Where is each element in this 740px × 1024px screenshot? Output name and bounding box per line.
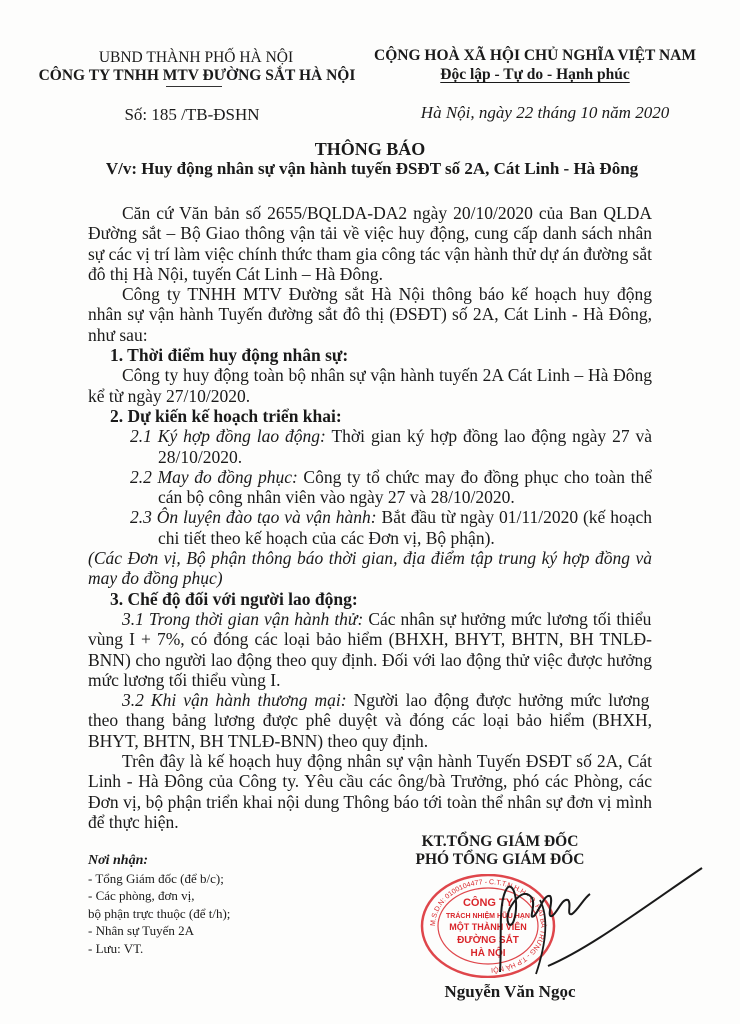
signer-title-1: KT.TỔNG GIÁM ĐỐC — [421, 833, 579, 850]
recipient-item: - Tổng Giám đốc (để b/c); — [88, 870, 224, 886]
line-text: 3. Chế độ đối với người lao động: — [110, 588, 358, 609]
body-line — [88, 792, 652, 812]
body-line — [88, 244, 652, 264]
section-heading — [88, 345, 652, 365]
handwritten-signature — [440, 860, 720, 978]
stamp-ring-text: M.S.D.N: 0100104477 - C.T.T.N.H.H - Q. HAI BÀ TRƯNG - T.P HÀ NỘI — [429, 878, 547, 973]
body-line — [88, 447, 652, 467]
line-text: vùng I + 7%, có đóng các loại bảo hiểm (BHXH, BHYT, BHTN, BH TNLĐ- — [88, 629, 652, 650]
body-line — [88, 325, 652, 345]
line-text: Đường sắt – Bộ Giao thông vận tải về việc huy động, cung cấp danh sách nhân — [88, 223, 652, 244]
line-text: kể từ ngày 27/10/2020. — [88, 385, 251, 406]
line-text: cán bộ công nhân viên vào ngày 27 và 28/10/2020. — [158, 487, 515, 508]
section-heading — [88, 406, 652, 426]
recipient-item: - Nhân sự Tuyến 2A — [88, 923, 194, 938]
line-text: Thời gian ký hợp đồng lao động ngày 27 và — [325, 426, 652, 447]
document-body — [88, 203, 652, 832]
stamp-line-3: MỘT THÀNH VIÊN — [449, 922, 527, 932]
body-line — [88, 223, 652, 243]
body-line — [88, 507, 652, 527]
subsection-label: 2.3 Ôn luyện đào tạo và vận hành: — [130, 507, 377, 528]
line-text: chi tiết theo kế hoạch của các Đơn vị, Bộ phận). — [158, 527, 495, 548]
recipient-item: - Các phòng, đơn vị, — [88, 888, 195, 903]
document-title: THÔNG BÁO — [314, 139, 426, 159]
signer-title-2: PHÓ TỔNG GIÁM ĐỐC — [415, 851, 585, 868]
body-line — [88, 812, 652, 832]
body-line — [88, 304, 652, 324]
line-text: đô thị Hà Nội, tuyến Cát Linh – Hà Đông. — [88, 263, 384, 284]
subsection-label: 3.1 Trong thời gian vận hành thử: — [122, 608, 364, 629]
signer-name: Nguyễn Văn Ngọc — [444, 982, 576, 1001]
body-line — [88, 365, 652, 385]
subsection-label: 3.2 Khi vận hành thương mại: — [122, 690, 347, 711]
recipients-heading: Nơi nhận: — [88, 853, 149, 868]
line-text: Đơn vị, bộ phận triển khai nội dung Thông báo tới toàn thể nhân sự đơn vị mình — [88, 791, 652, 812]
section-heading — [88, 589, 652, 609]
recipients-block — [88, 852, 230, 957]
line-text: Công ty huy động toàn bộ nhân sự vận hành tuyến 2A Cát Linh – Hà Đông — [122, 365, 652, 386]
body-line — [88, 771, 652, 791]
line-text: Các nhân sự hưởng mức lương tối thiểu — [363, 608, 652, 629]
body-line — [88, 487, 652, 507]
line-text: BHYT, BHTN, BH TNLĐ-BNN) theo quy định. — [88, 730, 429, 751]
body-line — [88, 528, 652, 548]
stamp-line-4: ĐƯỜNG SẮT — [457, 935, 519, 946]
body-line — [88, 629, 652, 649]
line-text: nhân sự vận hành Tuyến đường sắt đô thị (ĐSĐT) số 2A, Cát Linh - Hà Đông, — [88, 304, 652, 325]
line-text: Bắt đầu từ ngày 01/11/2020 (kế hoạch — [376, 507, 652, 528]
line-text: Trên đây là kế hoạch huy động nhân sự vận hành Tuyến ĐSĐT số 2A, Cát — [122, 751, 652, 772]
body-line — [88, 548, 652, 568]
body-line — [88, 650, 652, 670]
body-line — [88, 264, 652, 284]
line-text: may đo đồng phục) — [88, 568, 223, 589]
line-text: Công ty tổ chức may đo đồng phục cho toàn thể — [297, 466, 652, 487]
national-motto: Độc lập - Tự do - Hạnh phúc — [440, 66, 630, 83]
issuer-authority: UBND THÀNH PHỐ HÀ NỘI — [98, 49, 294, 66]
line-text: 1. Thời điểm huy động nhân sự: — [110, 345, 349, 366]
body-line — [88, 386, 652, 406]
body-line — [88, 609, 652, 629]
line-text: BNN) cho người lao động theo quy định. Đối với lao động thử việc được hưởng — [88, 649, 652, 670]
line-text: Căn cứ Văn bản số 2655/BQLDA-DA2 ngày 20/10/2020 của Ban QLDA — [122, 203, 652, 223]
line-text: Công ty TNHH MTV Đường sắt Hà Nội thông báo kế hoạch huy động — [122, 284, 652, 305]
stamp-line-1: CÔNG TY — [462, 897, 514, 909]
line-text: để thực hiện. — [88, 811, 179, 832]
recipient-item: - Lưu: VT. — [88, 940, 144, 956]
stamp-line-2: TRÁCH NHIỆM HỮU HẠN — [446, 913, 530, 920]
line-text: Người lao động được hưởng mức lương — [346, 690, 650, 711]
subsection-label: 2.2 May đo đồng phục: — [130, 466, 298, 487]
place-date: Hà Nội, ngày 22 tháng 10 năm 2020 — [420, 103, 670, 122]
body-line — [88, 203, 652, 223]
line-text: theo thang bảng lương được phê duyệt và đóng các loại bảo hiểm (BHXH, — [88, 710, 652, 731]
body-line — [88, 568, 652, 588]
line-text: (Các Đơn vị, Bộ phận thông báo thời gian, địa điểm tập trung ký hợp đồng và — [88, 548, 652, 569]
body-line — [88, 751, 652, 771]
line-text: sự các vị trí làm việc chính thức tham gia công tác vận hành thử dự án đường sắt — [88, 243, 652, 264]
line-text: Linh - Hà Đông của Công ty. Yêu cầu các ông/bà Trưởng, phó các Phòng, các — [88, 771, 652, 792]
subsection-label: 2.1 Ký hợp đồng lao động: — [130, 426, 326, 447]
line-text: 2. Dự kiến kế hoạch triển khai: — [110, 405, 342, 426]
document-subject: V/v: Huy động nhân sự vận hành tuyến ĐSĐT số 2A, Cát Linh - Hà Đông — [105, 159, 639, 178]
document-number: Số: 185 /TB-ĐSHN — [124, 105, 260, 124]
recipient-item: bộ phận trực thuộc (để t/h); — [88, 905, 231, 921]
stamp-line-5: HÀ NỘI — [470, 948, 506, 959]
body-line — [88, 731, 652, 751]
body-line — [88, 467, 652, 487]
body-line — [88, 284, 652, 304]
line-text: mức lương tối thiểu vùng I. — [88, 669, 281, 690]
issuer-company: CÔNG TY TNHH MTV ĐƯỜNG SẮT HÀ NỘI — [38, 67, 356, 84]
body-line — [88, 670, 652, 690]
national-title: CỘNG HOÀ XÃ HỘI CHỦ NGHĨA VIỆT NAM — [374, 47, 696, 64]
header-underline-left — [166, 86, 222, 87]
body-line — [88, 710, 652, 730]
line-text: 28/10/2020. — [158, 446, 243, 467]
body-line — [88, 426, 652, 446]
body-line — [88, 690, 652, 710]
line-text: như sau: — [88, 324, 148, 345]
